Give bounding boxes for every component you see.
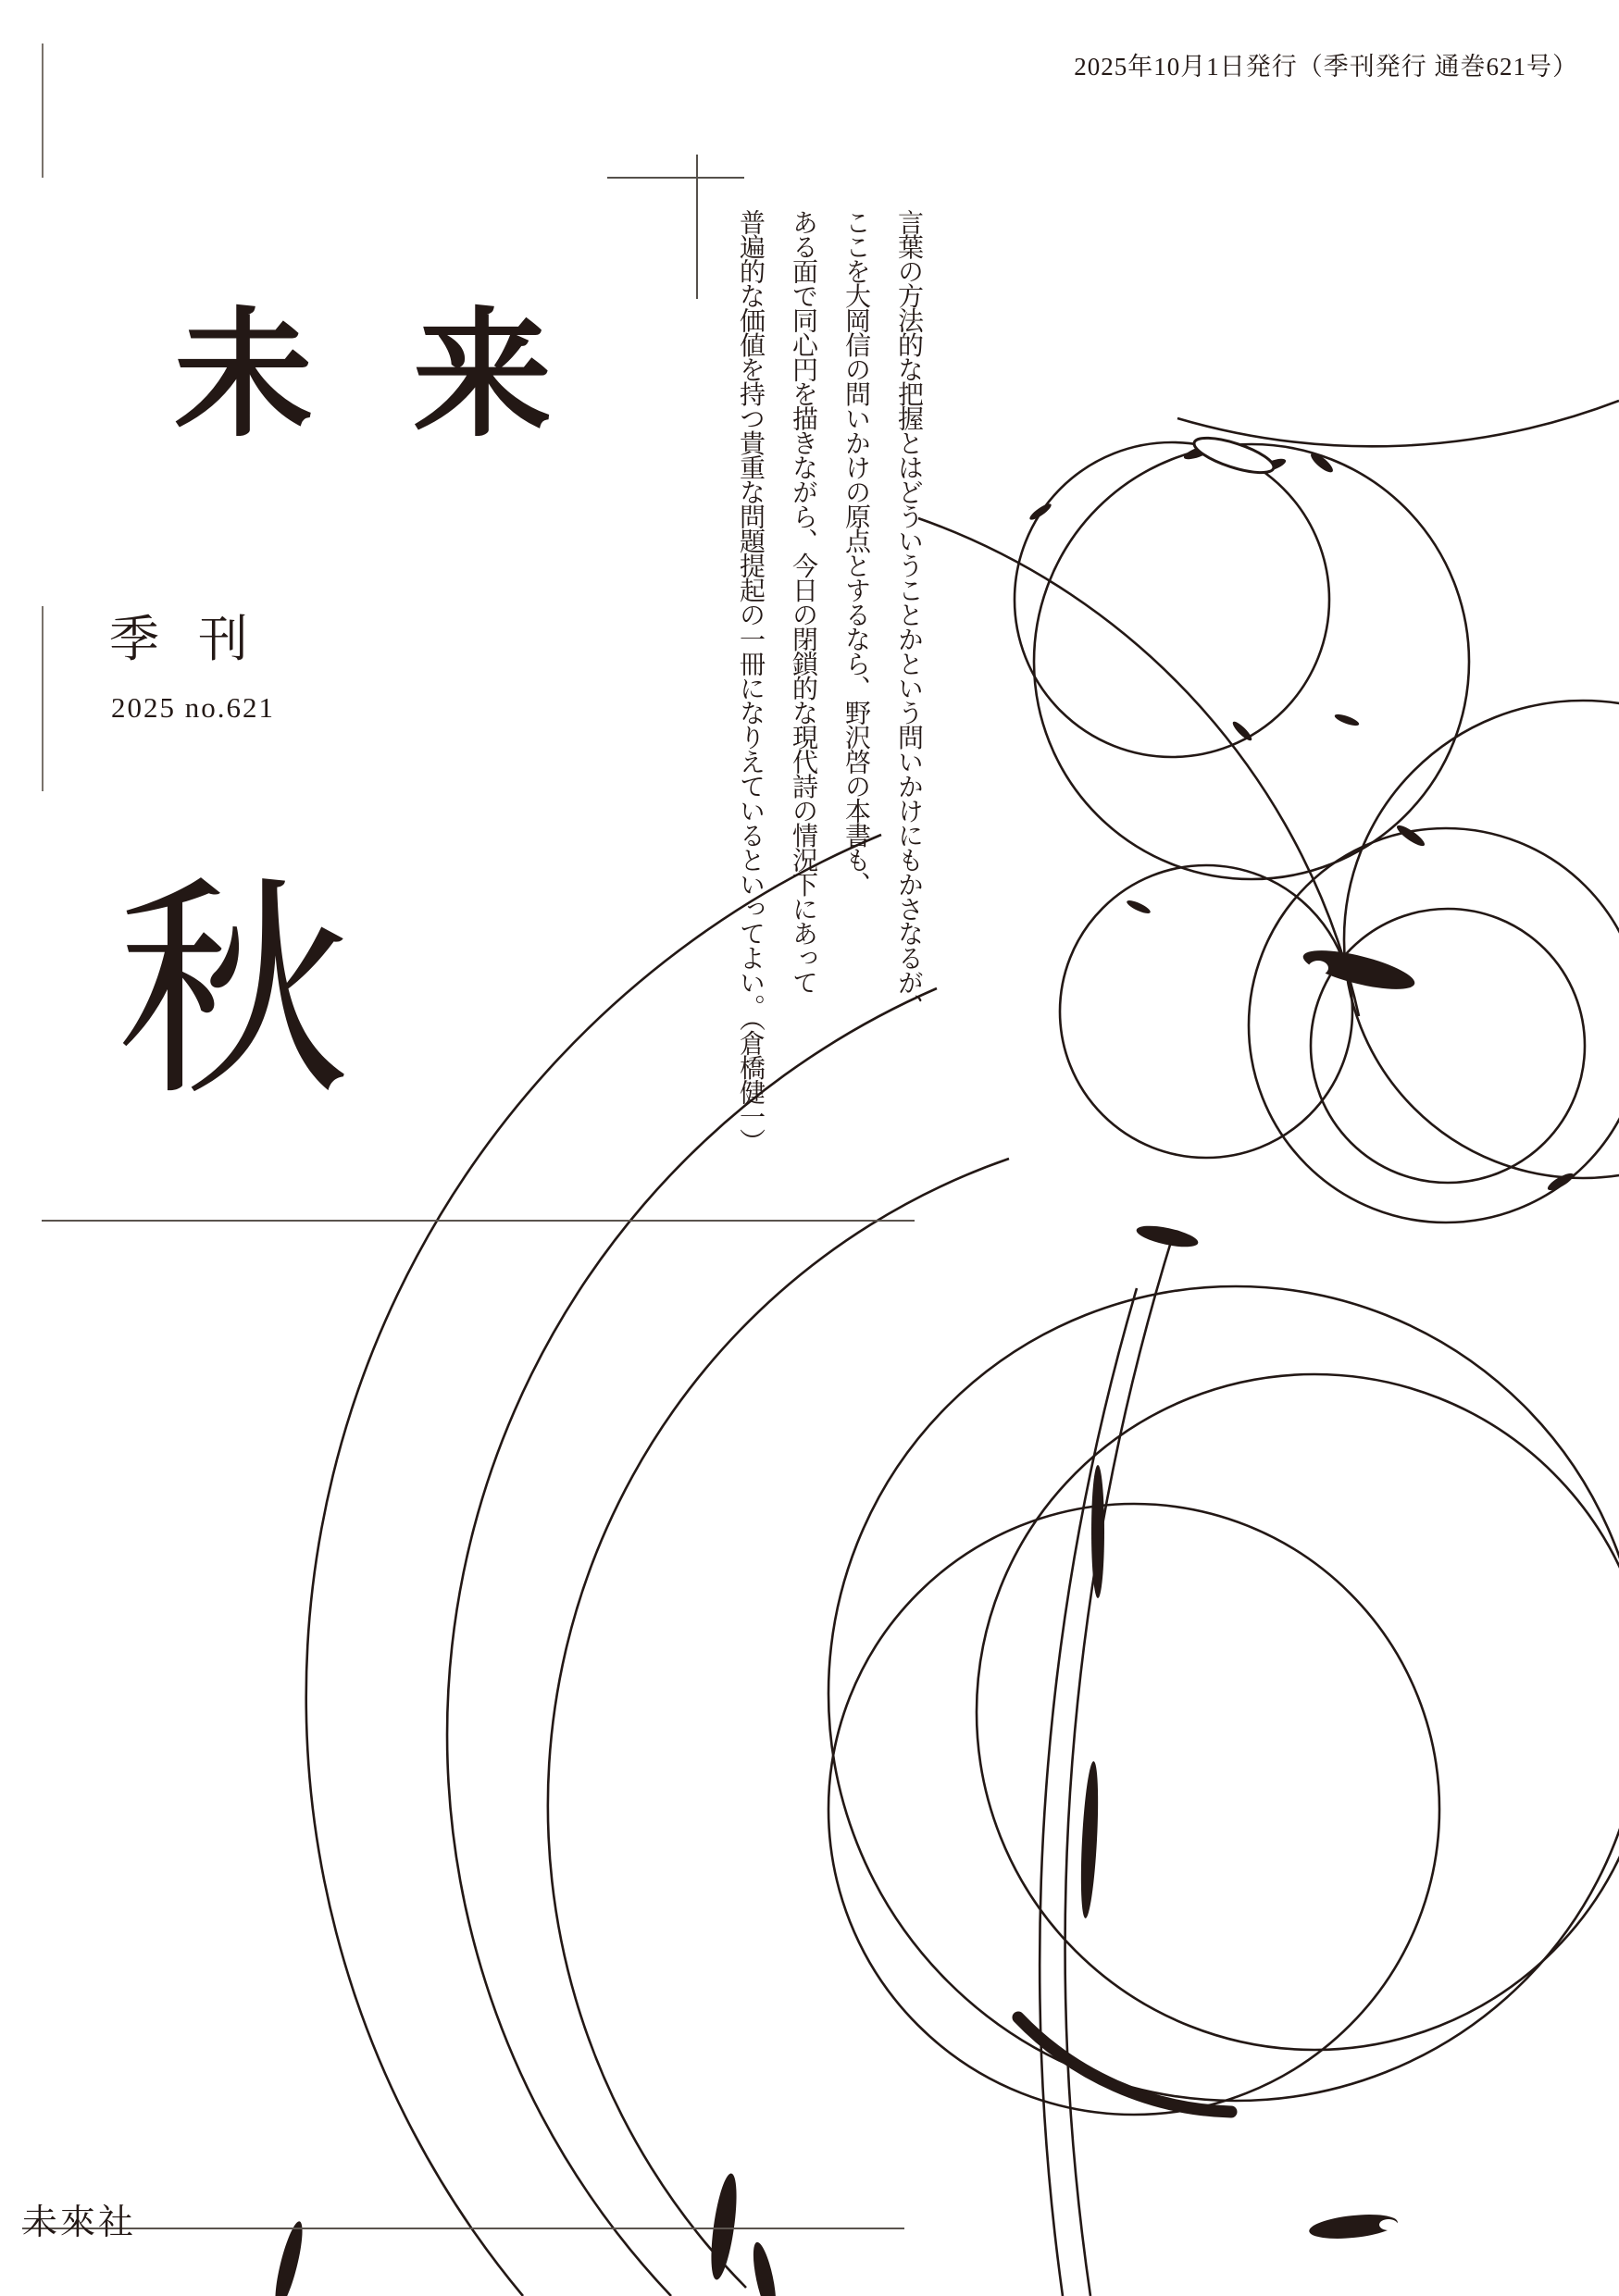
cover-quote [724, 209, 935, 1283]
publisher-name: 未來社 [22, 2203, 137, 2242]
quote-line: 言葉の方法的な把握とはどういうことかという問いかけにもかさなるが、 [894, 209, 923, 1019]
issue-info: 2025年10月1日発行（季刊発行 通巻621号） [1074, 53, 1578, 81]
magazine-subtitle: 季刊 [109, 612, 287, 667]
issue-number: 2025 no.621 [111, 691, 275, 724]
quote-line: ある面で同心円を描きながら、今日の閉鎖的な現代詩の情況下にあって [789, 209, 817, 994]
quote-line: ここを大岡信の問いかけの原点とするなら、野沢啓の本書も、 [841, 209, 870, 896]
left-margin-tick-mid [42, 606, 44, 791]
bottom-horizontal-rule [22, 2228, 904, 2229]
crosshair-mark-horizontal [607, 177, 744, 179]
left-margin-tick-top [42, 43, 44, 178]
quote-line: 普遍的な価値を持つ貴重な問題提起の一冊になりえているといってよい。（倉橋健一） [736, 209, 765, 1153]
magazine-title: 未来 [174, 297, 653, 453]
season-character: 秋 [117, 864, 351, 1123]
